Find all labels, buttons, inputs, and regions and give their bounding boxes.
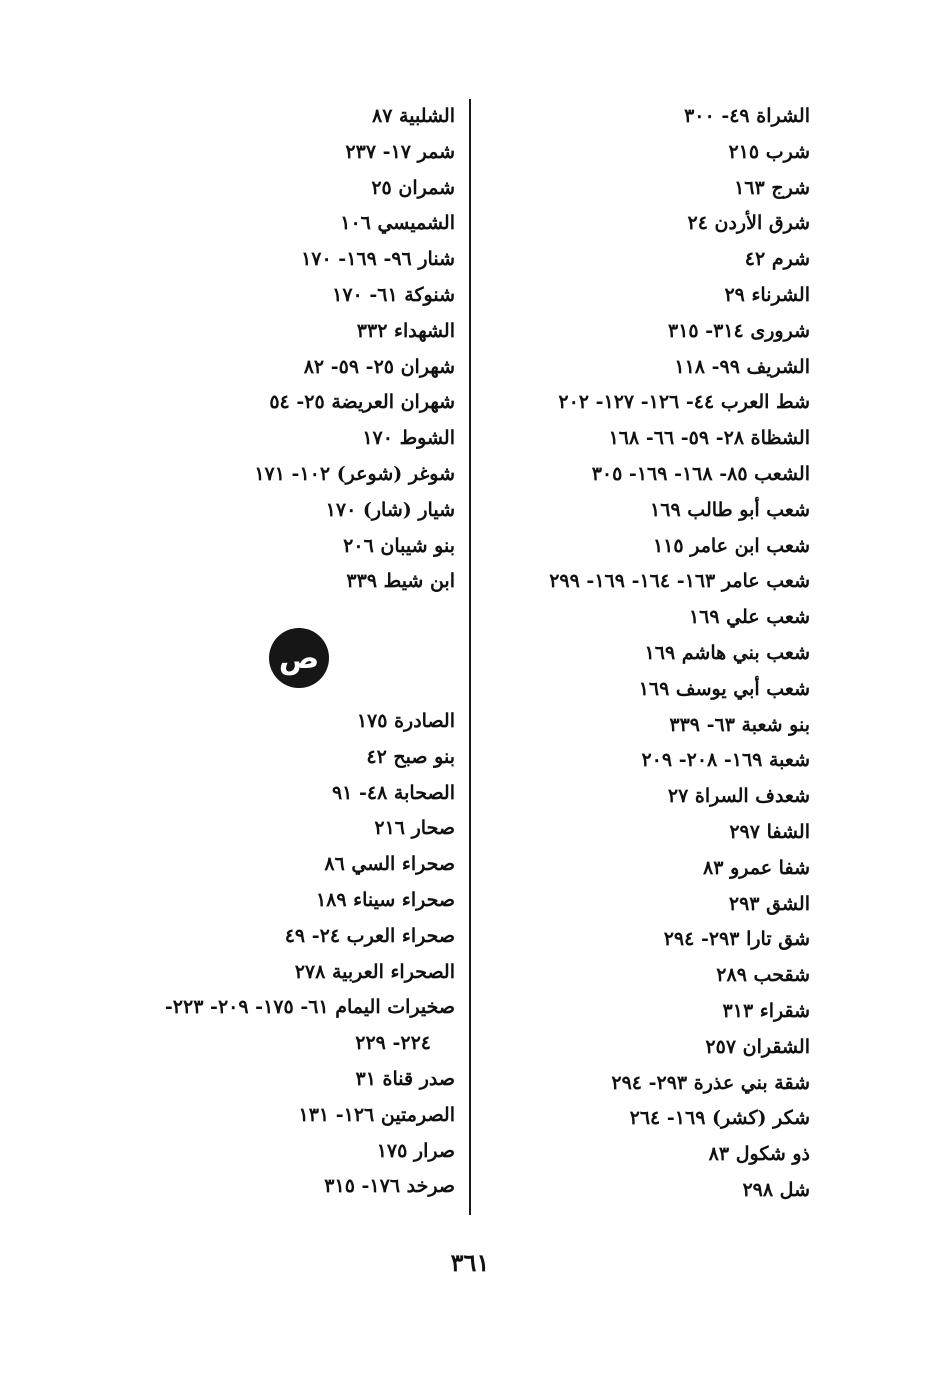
index-entry: شرب ٢١٥ [728, 140, 810, 163]
index-entry: شرق الأردن ٢٤ [687, 212, 810, 235]
index-entry: الشعب ٨٥- ١٦٨- ١٦٩- ٣٠٥ [591, 462, 810, 485]
index-entry: شعب عامر ١٦٣- ١٦٤- ١٦٩- ٢٩٩ [549, 570, 810, 593]
index-entry: صدر قناة ٣١ [355, 1067, 455, 1090]
index-column-left-shin [35, 99, 455, 600]
index-entry: شعب أبو طالب ١٦٩ [650, 498, 810, 521]
index-entry: الشقران ٢٥٧ [705, 1035, 810, 1058]
index-entry: ذو شكول ٨٣ [708, 1143, 810, 1166]
index-entry: الشوط ١٧٠ [362, 427, 455, 450]
index-entry: شقراء ٣١٣ [722, 999, 810, 1022]
index-entry: الصادرة ١٧٥ [356, 710, 455, 732]
index-entry: شنار ٩٦- ١٦٩- ١٧٠ [301, 248, 455, 271]
index-entry: شعبة ١٦٩- ٢٠٨- ٢٠٩ [641, 749, 810, 772]
index-entry: الصرمتين ١٢٦- ١٣١ [298, 1103, 455, 1126]
index-entry: شق تارا ٢٩٣- ٢٩٤ [663, 928, 810, 951]
index-entry: صرار ١٧٥ [376, 1139, 455, 1162]
index-entry: صخيرات اليمام ٦١- ١٧٥- ٢٠٩- ٢٢٣- [164, 996, 455, 1019]
index-entry: الشهداء ٣٣٢ [356, 319, 455, 342]
index-entry: شروری ٣١٤- ٣١٥ [667, 319, 810, 342]
index-entry: شمر ١٧- ٢٣٧ [345, 140, 455, 163]
index-column-left-sad [35, 704, 455, 1205]
index-entry: الشريف ٩٩- ١١٨ [674, 355, 810, 378]
index-entry: الشق ٢٩٣ [728, 892, 810, 915]
page-number: ٣٦١ [450, 1248, 490, 1277]
index-entry: صحار ٢١٦ [374, 817, 455, 840]
index-entry: الشميسي ١٠٦ [340, 212, 455, 235]
index-entry: صحراء السي ٨٦ [324, 853, 455, 876]
index-entry: شرج ١٦٣ [734, 176, 810, 199]
index-entry: شوغر (شوعر) ١٠٢- ١٧١ [254, 462, 455, 485]
index-entry: بنو صبح ٤٢ [366, 745, 455, 768]
section-letter-badge: ص [269, 628, 329, 688]
index-entry: شعب علي ١٦٩ [688, 606, 810, 629]
index-entry: شقة بني عذرة ٢٩٣- ٢٩٤ [611, 1071, 810, 1094]
index-entry: شكر (كشر) ١٦٩- ٢٦٤ [629, 1107, 810, 1130]
index-entry: شرم ٤٢ [744, 248, 810, 271]
index-column-right [470, 99, 810, 1209]
column-divider [469, 99, 471, 1215]
index-entry: شل ٢٩٨ [742, 1178, 810, 1201]
index-entry: شهران ٢٥- ٥٩- ٨٢ [303, 355, 455, 378]
index-entry: بنو شيبان ٢٠٦ [343, 534, 455, 557]
index-entry: شمران ٢٥ [371, 176, 455, 199]
index-entry: الشظاة ٢٨- ٥٩- ٦٦- ١٦٨ [608, 427, 810, 450]
index-entry: الشفا ٢٩٧ [729, 820, 810, 843]
index-entry: شنوكة ٦١- ١٧٠ [332, 283, 455, 306]
index-entry: شعب ابن عامر ١١٥ [652, 534, 810, 557]
index-entry: صرخد ١٧٦- ٣١٥ [324, 1175, 455, 1198]
index-entry: الشراة ٤٩- ٣٠٠ [684, 105, 810, 127]
index-entry: ابن شيط ٣٣٩ [346, 570, 455, 593]
index-entry: شعب بني هاشم ١٦٩ [644, 641, 810, 664]
index-entry: الصحراء العربية ٢٧٨ [294, 960, 455, 983]
index-entry: الشرناء ٢٩ [724, 283, 810, 306]
index-entry: ٢٢٤- ٢٢٩ [355, 1032, 431, 1055]
index-entry: الصحابة ٤٨- ٩١ [331, 781, 455, 804]
index-entry: صحراء العرب ٢٤- ٤٩ [284, 924, 455, 947]
index-entry: بنو شعبة ٦٣- ٣٣٩ [669, 713, 810, 736]
index-entry: شعدف السراة ٢٧ [667, 785, 810, 808]
index-entry: شهران العريضة ٢٥- ٥٤ [269, 391, 455, 414]
index-entry: صحراء سيناء ١٨٩ [315, 888, 455, 911]
index-entry: شيار (شار) ١٧٠ [325, 498, 455, 521]
index-entry: الشلبية ٨٧ [372, 105, 455, 127]
index-entry: شفا عمرو ٨٣ [703, 856, 810, 879]
index-entry: شقحب ٢٨٩ [716, 964, 810, 987]
index-entry: شط العرب ٤٤- ١٢٦- ١٢٧- ٢٠٢ [558, 391, 810, 414]
index-entry: شعب أبي يوسف ١٦٩ [638, 677, 810, 700]
